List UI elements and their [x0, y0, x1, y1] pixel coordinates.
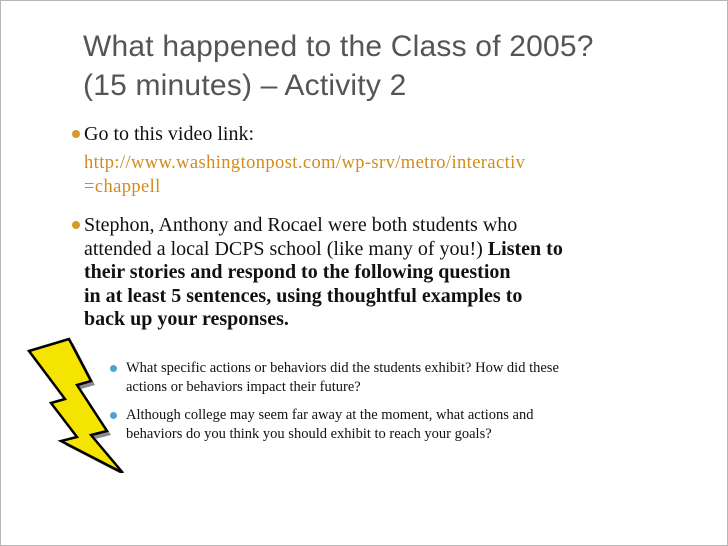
- video-link-continuation[interactable]: =chappell: [84, 177, 161, 197]
- bullet-instructions: [84, 214, 699, 332]
- title-line-1: What happened to the Class of 2005?: [83, 30, 594, 63]
- instructions-line-2-normal: attended a local DCPS school (like many of you!): [84, 237, 488, 260]
- bullet-dot: [72, 221, 80, 229]
- video-link[interactable]: http://www.washingtonpost.com/wp-srv/metro/interactiv: [84, 152, 526, 173]
- title-line-2: (15 minutes) – Activity 2: [83, 69, 407, 102]
- question-2-line-1: Although college may seem far away at the moment, what actions and: [126, 407, 534, 423]
- instructions-line-2-bold: Listen to: [487, 237, 563, 260]
- bullet-video-link: [84, 123, 699, 200]
- bolt-shape: [29, 339, 123, 473]
- slide-title: [83, 27, 703, 105]
- bullet-dot: [72, 130, 80, 138]
- bullet-text: Go to this video link:: [84, 123, 254, 145]
- instructions-line-4: in at least 5 sentences, using thoughtful examples to: [84, 284, 523, 307]
- question-2-line-2: behaviors do you think you should exhibit to reach your goals?: [126, 426, 492, 442]
- question-1-line-1: What specific actions or behaviors did the students exhibit? How did these: [126, 360, 559, 376]
- lightning-bolt-icon: [11, 333, 131, 473]
- instructions-line-1: Stephon, Anthony and Rocael were both students who: [84, 214, 518, 236]
- question-1-line-2: actions or behaviors impact their future?: [126, 379, 361, 395]
- sub-bullet-question-2: [126, 406, 686, 444]
- instructions-line-2: [84, 238, 699, 262]
- sub-bullet-question-1: [126, 359, 686, 397]
- instructions-line-3: their stories and respond to the following question: [84, 261, 511, 283]
- instructions-line-5: back up your responses.: [84, 308, 289, 330]
